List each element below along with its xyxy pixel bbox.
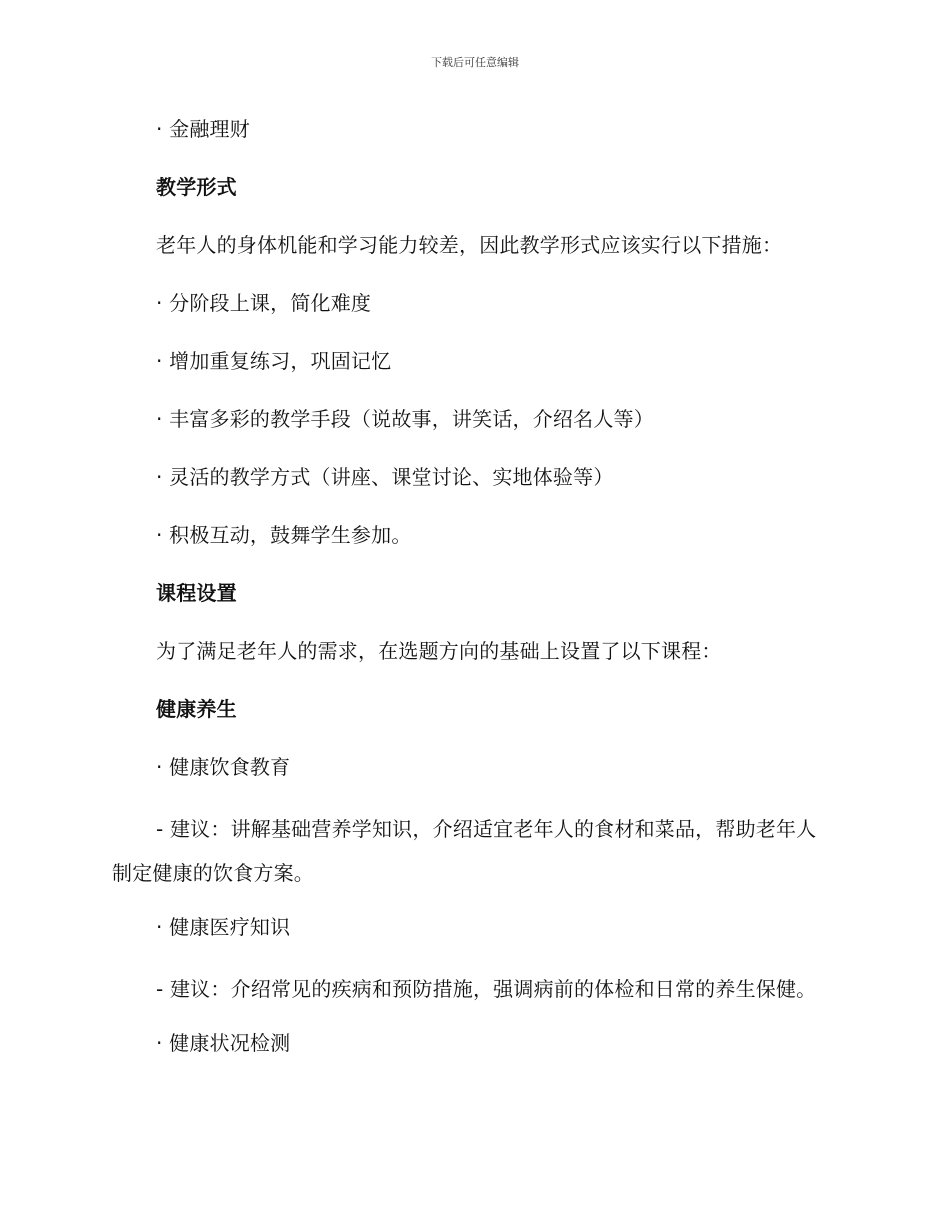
- bullet-item-diet-education: · 健康饮食教育: [156, 755, 291, 779]
- section-heading-curriculum: 课程设置: [156, 581, 237, 605]
- paragraph-curriculum-intro: 为了满足老年人的需求，在选题方向的基础上设置了以下课程：: [156, 639, 722, 663]
- suggestion-medical: - 建议：介绍常见的疾病和预防措施，强调病前的体检和日常的养生保健。: [156, 977, 817, 1001]
- bullet-item-finance: · 金融理财: [156, 117, 250, 141]
- bullet-item-teaching-means: · 丰富多彩的教学手段（说故事，讲笑话，介绍名人等）: [156, 407, 654, 431]
- document-body: [112, 111, 828, 1083]
- section-heading-teaching-form: 教学形式: [156, 175, 237, 199]
- header-note: 下载后可任意编辑: [431, 56, 519, 69]
- bullet-item-interaction: · 积极互动，鼓舞学生参加。: [156, 523, 412, 547]
- bullet-item-repetition: · 增加重复练习，巩固记忆: [156, 349, 392, 373]
- paragraph-teaching-intro: 老年人的身体机能和学习能力较差，因此教学形式应该实行以下措施：: [156, 233, 783, 257]
- suggestion-diet: - 建议：讲解基础营养学知识，介绍适宜老年人的食材和菜品，帮助老年人制定健康的饮食方案。: [112, 817, 817, 885]
- bullet-item-staged-classes: · 分阶段上课，简化难度: [156, 291, 372, 315]
- bullet-item-teaching-methods: · 灵活的教学方式（讲座、课堂讨论、实地体验等）: [156, 465, 614, 489]
- section-heading-health: 健康养生: [156, 697, 237, 721]
- bullet-item-medical-knowledge: · 健康医疗知识: [156, 915, 291, 939]
- bullet-item-health-check: · 健康状况检测: [156, 1031, 291, 1055]
